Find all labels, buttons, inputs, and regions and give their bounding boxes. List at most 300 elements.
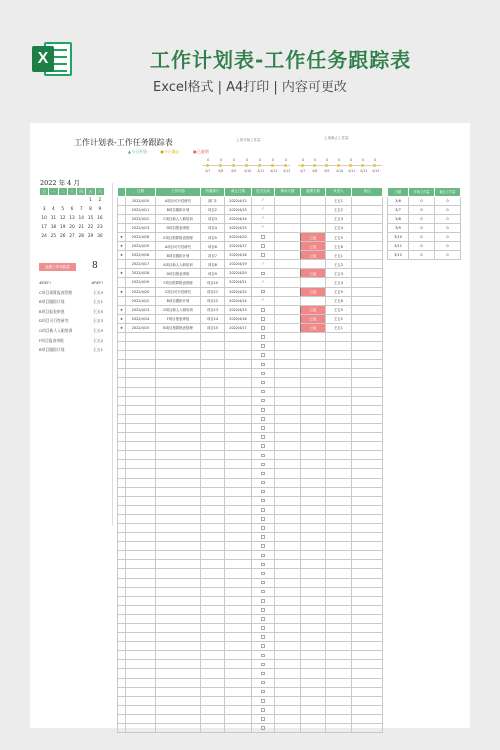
workload-cell[interactable]: 3/10 [388,232,409,241]
calendar-day[interactable]: 3 [42,206,46,212]
empty-cell[interactable] [156,378,201,387]
checkbox-icon[interactable] [261,481,265,485]
cell-done[interactable] [252,269,275,278]
empty-cell[interactable] [201,614,225,623]
empty-cell[interactable] [118,678,126,687]
empty-cell[interactable] [326,605,352,614]
calendar-day[interactable]: 21 [78,225,84,231]
empty-cell[interactable] [326,405,352,414]
empty-cell[interactable] [352,642,383,651]
empty-cell[interactable] [156,442,201,451]
empty-cell[interactable] [126,378,156,387]
cell-remaining[interactable] [275,314,301,323]
cell-date[interactable]: 2022/4/20 [126,287,156,296]
cell-note[interactable] [352,305,383,314]
empty-cell[interactable] [225,542,252,551]
empty-cell[interactable] [118,642,126,651]
empty-cell[interactable] [252,669,275,678]
empty-cell[interactable] [326,478,352,487]
empty-cell[interactable] [225,414,252,423]
cell-content[interactable]: D项目报表审批 [156,223,201,232]
checkbox-icon[interactable] [261,326,265,330]
empty-cell[interactable] [118,560,126,569]
empty-cell[interactable] [156,614,201,623]
checkbox-icon[interactable] [261,244,265,248]
empty-cell[interactable] [275,696,301,705]
empty-cell[interactable] [326,460,352,469]
empty-cell[interactable] [201,423,225,432]
empty-cell[interactable] [252,451,275,460]
cell-remaining[interactable] [275,305,301,314]
cell-overdue[interactable]: 已逾 [301,314,326,323]
empty-cell[interactable] [201,496,225,505]
empty-cell[interactable] [326,423,352,432]
empty-cell[interactable] [118,378,126,387]
calendar-day[interactable]: 18 [50,225,57,231]
empty-cell[interactable] [225,360,252,369]
empty-cell[interactable] [201,487,225,496]
empty-cell[interactable] [118,705,126,714]
cell-done[interactable] [252,287,275,296]
cell-owner[interactable]: 王五1 [326,251,352,260]
empty-cell[interactable] [275,651,301,660]
empty-cell[interactable] [352,605,383,614]
cell-overdue[interactable] [301,205,326,214]
cell-remaining[interactable] [275,223,301,232]
empty-cell[interactable] [326,687,352,696]
cell-remaining[interactable] [275,287,301,296]
empty-cell[interactable] [252,342,275,351]
cell-note[interactable] [352,205,383,214]
calendar-day[interactable]: 8 [89,206,92,212]
cell-owner[interactable]: 王五5 [326,305,352,314]
cell-done[interactable] [252,205,275,214]
cell-overdue[interactable] [301,223,326,232]
empty-cell[interactable] [201,724,225,733]
workload-cell[interactable]: 0 [435,214,461,223]
checkbox-icon[interactable] [261,253,265,257]
empty-cell[interactable] [225,469,252,478]
empty-cell[interactable] [252,523,275,532]
empty-cell[interactable] [301,451,326,460]
empty-cell[interactable] [301,605,326,614]
empty-cell[interactable] [156,596,201,605]
cell-content[interactable]: B项目跟踪计划 [156,251,201,260]
empty-cell[interactable] [126,551,156,560]
checkbox-icon[interactable] [261,353,265,357]
checkbox-icon[interactable] [261,444,265,448]
empty-cell[interactable] [201,696,225,705]
empty-cell[interactable] [275,660,301,669]
empty-cell[interactable] [301,533,326,542]
empty-cell[interactable] [126,605,156,614]
empty-cell[interactable] [252,569,275,578]
checkbox-icon[interactable] [261,663,265,667]
empty-cell[interactable] [126,496,156,505]
checkbox-icon[interactable] [261,563,265,567]
empty-cell[interactable] [201,378,225,387]
empty-cell[interactable] [126,596,156,605]
empty-cell[interactable] [156,478,201,487]
calendar-day[interactable]: 10 [41,215,47,221]
empty-cell[interactable] [301,714,326,723]
empty-cell[interactable] [118,687,126,696]
empty-cell[interactable] [275,624,301,633]
empty-cell[interactable] [301,705,326,714]
cell-dept[interactable]: 项目15 [201,323,225,332]
checkbox-icon[interactable] [261,535,265,539]
empty-cell[interactable] [301,523,326,532]
empty-cell[interactable] [252,496,275,505]
workload-cell[interactable]: 0 [435,196,461,205]
workload-cell[interactable]: 3/12 [388,251,409,260]
empty-cell[interactable] [326,542,352,551]
empty-cell[interactable] [156,360,201,369]
empty-cell[interactable] [326,633,352,642]
cell-dept[interactable]: 项目6 [201,242,225,251]
empty-cell[interactable] [126,514,156,523]
empty-cell[interactable] [301,587,326,596]
cell-due[interactable]: 2022/4/14 [225,296,252,305]
empty-cell[interactable] [352,478,383,487]
cell-note[interactable] [352,242,383,251]
cell-date[interactable]: 2022/4/16 [126,251,156,260]
cell-date[interactable]: 2022/4/15 [126,242,156,251]
empty-cell[interactable] [201,660,225,669]
empty-cell[interactable] [201,533,225,542]
cell-note[interactable] [352,260,383,269]
empty-cell[interactable] [156,514,201,523]
empty-cell[interactable] [275,360,301,369]
empty-cell[interactable] [275,460,301,469]
cell-owner[interactable]: 王五2 [326,260,352,269]
empty-cell[interactable] [301,496,326,505]
cell-done[interactable] [252,260,275,269]
empty-cell[interactable] [301,396,326,405]
empty-cell[interactable] [156,396,201,405]
empty-cell[interactable] [201,542,225,551]
empty-cell[interactable] [326,614,352,623]
empty-cell[interactable] [352,696,383,705]
checkbox-icon[interactable] [261,272,265,276]
workload-cell[interactable]: 0 [409,223,435,232]
empty-cell[interactable] [201,624,225,633]
workload-cell[interactable]: 3/8 [388,214,409,223]
calendar-day[interactable]: 15 [87,215,94,221]
cell-owner[interactable]: 王五6 [326,296,352,305]
cell-owner[interactable]: 王五6 [326,242,352,251]
empty-cell[interactable] [352,651,383,660]
empty-cell[interactable] [118,487,126,496]
empty-cell[interactable] [275,423,301,432]
calendar-day[interactable]: 6 [70,206,74,212]
empty-cell[interactable] [275,633,301,642]
empty-cell[interactable] [301,633,326,642]
workload-cell[interactable]: 0 [409,196,435,205]
empty-cell[interactable] [352,496,383,505]
checkbox-icon[interactable] [261,726,265,730]
empty-cell[interactable] [275,505,301,514]
empty-cell[interactable] [118,724,126,733]
empty-cell[interactable] [126,724,156,733]
checkbox-icon[interactable] [261,644,265,648]
cell-dept[interactable]: 项目4 [201,223,225,232]
empty-cell[interactable] [126,642,156,651]
empty-cell[interactable] [326,351,352,360]
empty-cell[interactable] [275,678,301,687]
empty-cell[interactable] [118,542,126,551]
empty-cell[interactable] [301,624,326,633]
cell-note[interactable] [352,214,383,223]
empty-cell[interactable] [326,505,352,514]
empty-cell[interactable] [118,405,126,414]
empty-cell[interactable] [201,714,225,723]
cell-owner[interactable]: 王五5 [326,232,352,241]
checkbox-icon[interactable] [261,517,265,521]
checkbox-icon[interactable] [261,235,265,239]
cell-due[interactable]: 2022/4/21 [225,278,252,287]
empty-cell[interactable] [126,460,156,469]
empty-cell[interactable] [326,396,352,405]
empty-cell[interactable] [156,533,201,542]
empty-cell[interactable] [201,387,225,396]
cell-date[interactable]: 2022/4/10 [126,196,156,205]
cell-content[interactable]: D项目报表审批 [156,269,201,278]
empty-cell[interactable] [326,596,352,605]
empty-cell[interactable] [275,705,301,714]
cell-note[interactable] [352,278,383,287]
empty-cell[interactable] [275,369,301,378]
empty-cell[interactable] [156,687,201,696]
cell-dept[interactable]: 项目10 [201,278,225,287]
empty-cell[interactable] [156,405,201,414]
empty-cell[interactable] [201,342,225,351]
cell-content[interactable]: A项目可行性研究 [156,242,201,251]
workload-cell[interactable]: 3/7 [388,205,409,214]
checkbox-icon[interactable] [261,372,265,376]
empty-cell[interactable] [126,651,156,660]
checkbox-icon[interactable] [261,526,265,530]
empty-cell[interactable] [275,405,301,414]
cell-overdue[interactable] [301,278,326,287]
calendar-day[interactable]: 2 [98,197,102,203]
empty-cell[interactable] [252,724,275,733]
empty-cell[interactable] [252,705,275,714]
empty-cell[interactable] [156,633,201,642]
empty-cell[interactable] [252,624,275,633]
empty-cell[interactable] [352,596,383,605]
empty-cell[interactable] [326,551,352,560]
checkbox-icon[interactable] [261,599,265,603]
checkbox-icon[interactable] [261,290,265,294]
cell-due[interactable]: 2022/4/15 [225,223,252,232]
cell-content[interactable]: F项目预算报表管理 [156,278,201,287]
empty-cell[interactable] [201,360,225,369]
cell-remaining[interactable] [275,214,301,223]
empty-cell[interactable] [326,387,352,396]
cell-owner[interactable]: 王五2 [326,205,352,214]
empty-cell[interactable] [201,569,225,578]
empty-cell[interactable] [301,569,326,578]
empty-cell[interactable] [118,360,126,369]
empty-cell[interactable] [118,423,126,432]
cell-date[interactable]: 2022/4/14 [126,314,156,323]
empty-cell[interactable] [118,714,126,723]
empty-cell[interactable] [352,360,383,369]
empty-cell[interactable] [352,423,383,432]
empty-cell[interactable] [301,505,326,514]
empty-cell[interactable] [326,578,352,587]
cell-due[interactable]: 2022/4/17 [225,323,252,332]
cell-due[interactable]: 2022/4/15 [225,305,252,314]
empty-cell[interactable] [126,396,156,405]
cell-dept[interactable]: 项目8 [201,260,225,269]
empty-cell[interactable] [326,560,352,569]
empty-cell[interactable] [156,523,201,532]
empty-cell[interactable] [225,514,252,523]
calendar-day[interactable]: 7 [79,206,83,212]
cell-owner[interactable]: 王五5 [326,287,352,296]
cell-note[interactable] [352,296,383,305]
empty-cell[interactable] [301,551,326,560]
empty-cell[interactable] [126,687,156,696]
empty-cell[interactable] [352,614,383,623]
empty-cell[interactable] [252,487,275,496]
empty-cell[interactable] [156,433,201,442]
cell-remaining[interactable] [275,260,301,269]
empty-cell[interactable] [352,560,383,569]
empty-cell[interactable] [301,369,326,378]
empty-cell[interactable] [252,460,275,469]
workload-cell[interactable]: 0 [435,251,461,260]
empty-cell[interactable] [118,396,126,405]
empty-cell[interactable] [301,514,326,523]
empty-cell[interactable] [301,360,326,369]
empty-cell[interactable] [352,533,383,542]
checkbox-icon[interactable] [261,699,265,703]
empty-cell[interactable] [252,642,275,651]
empty-cell[interactable] [225,523,252,532]
empty-cell[interactable] [275,414,301,423]
empty-cell[interactable] [225,378,252,387]
cell-due[interactable]: 2022/4/13 [225,205,252,214]
empty-cell[interactable] [275,605,301,614]
empty-cell[interactable] [201,505,225,514]
empty-cell[interactable] [252,660,275,669]
empty-cell[interactable] [252,578,275,587]
workload-cell[interactable]: 0 [435,232,461,241]
empty-cell[interactable] [326,714,352,723]
cell-overdue[interactable] [301,214,326,223]
empty-cell[interactable] [301,487,326,496]
cell-done[interactable] [252,251,275,260]
empty-cell[interactable] [301,460,326,469]
empty-cell[interactable] [225,651,252,660]
checkbox-icon[interactable] [261,681,265,685]
checkbox-icon[interactable] [261,590,265,594]
cell-content[interactable]: A项目可行性研究 [156,196,201,205]
empty-cell[interactable] [252,605,275,614]
empty-cell[interactable] [201,678,225,687]
empty-cell[interactable] [352,451,383,460]
calendar-day[interactable]: 16 [97,215,103,221]
empty-cell[interactable] [156,624,201,633]
calendar-day[interactable]: 25 [50,234,57,240]
cell-date[interactable]: 2022/4/11 [126,205,156,214]
empty-cell[interactable] [156,369,201,378]
empty-cell[interactable] [301,678,326,687]
empty-cell[interactable] [326,514,352,523]
cell-content[interactable]: B项目跟踪计划 [156,296,201,305]
empty-cell[interactable] [301,642,326,651]
checkbox-icon[interactable] [261,554,265,558]
calendar-day[interactable]: 4 [52,206,55,212]
empty-cell[interactable] [275,496,301,505]
checkbox-icon[interactable] [261,344,265,348]
cell-dept[interactable]: 项目2 [201,205,225,214]
empty-cell[interactable] [301,342,326,351]
empty-cell[interactable] [252,678,275,687]
calendar-day[interactable]: 26 [59,234,66,240]
empty-cell[interactable] [301,378,326,387]
empty-cell[interactable] [326,587,352,596]
empty-cell[interactable] [225,642,252,651]
empty-cell[interactable] [118,451,126,460]
cell-due[interactable]: 2022/4/20 [225,232,252,241]
empty-cell[interactable] [352,351,383,360]
cell-overdue[interactable] [301,260,326,269]
cell-remaining[interactable] [275,205,301,214]
empty-cell[interactable] [301,614,326,623]
checkbox-icon[interactable] [261,417,265,421]
cell-owner[interactable]: 王五1 [326,196,352,205]
empty-cell[interactable] [126,487,156,496]
empty-cell[interactable] [352,514,383,523]
cell-note[interactable] [352,323,383,332]
cell-due[interactable]: 2022/4/12 [225,196,252,205]
empty-cell[interactable] [301,442,326,451]
empty-cell[interactable] [126,587,156,596]
cell-date[interactable]: 2022/4/13 [126,223,156,232]
empty-cell[interactable] [326,705,352,714]
empty-cell[interactable] [118,469,126,478]
empty-cell[interactable] [201,651,225,660]
empty-cell[interactable] [252,551,275,560]
empty-cell[interactable] [201,551,225,560]
empty-cell[interactable] [225,505,252,514]
empty-cell[interactable] [225,724,252,733]
checkbox-icon[interactable] [261,508,265,512]
empty-cell[interactable] [126,342,156,351]
workload-cell[interactable]: 0 [409,251,435,260]
empty-cell[interactable] [301,351,326,360]
workload-cell[interactable]: 0 [435,223,461,232]
empty-cell[interactable] [326,469,352,478]
empty-cell[interactable] [252,714,275,723]
workload-cell[interactable]: 3/6 [388,196,409,205]
empty-cell[interactable] [225,433,252,442]
calendar-day[interactable]: 20 [69,225,75,231]
empty-cell[interactable] [301,478,326,487]
empty-cell[interactable] [225,451,252,460]
empty-cell[interactable] [126,423,156,432]
empty-cell[interactable] [301,651,326,660]
empty-cell[interactable] [275,487,301,496]
empty-cell[interactable] [156,423,201,432]
empty-cell[interactable] [275,669,301,678]
empty-cell[interactable] [201,478,225,487]
empty-cell[interactable] [118,414,126,423]
